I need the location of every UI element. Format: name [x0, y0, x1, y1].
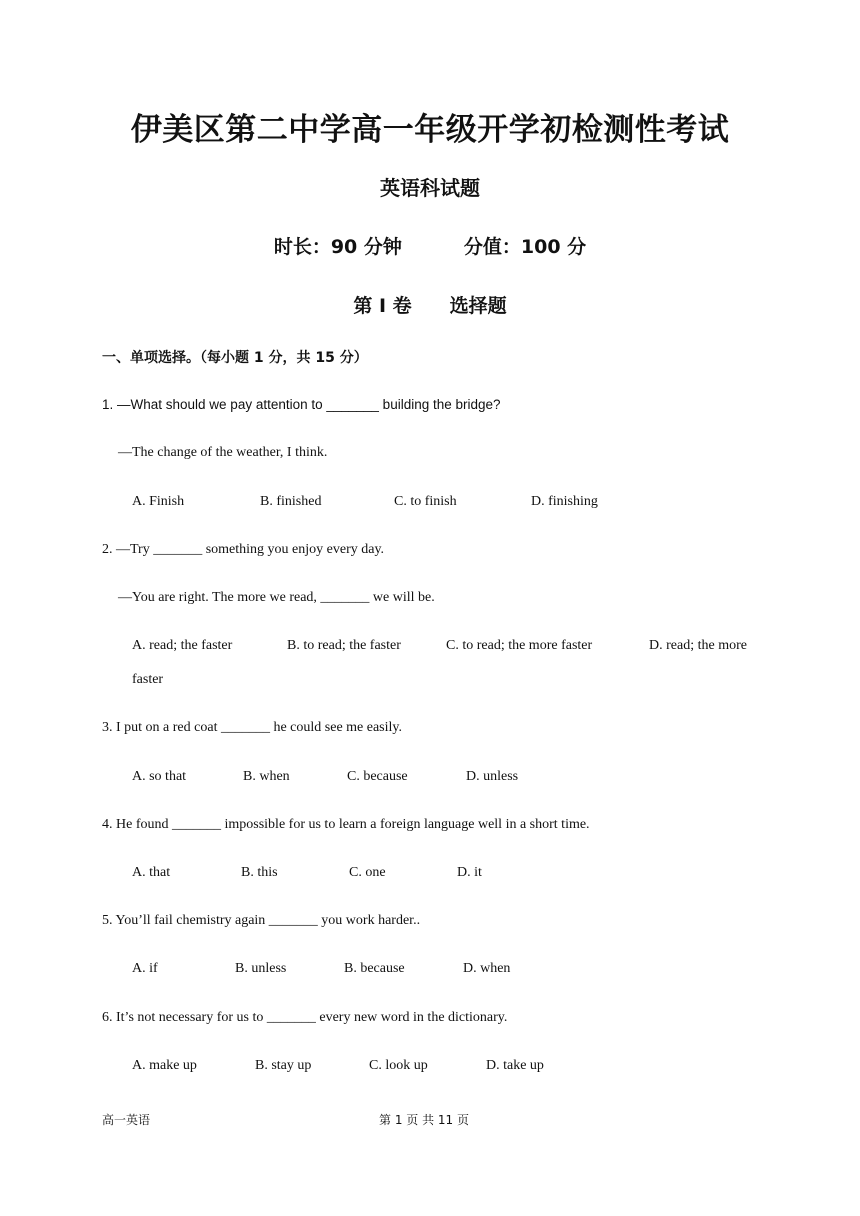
- option-d: D. take up: [486, 1058, 544, 1073]
- exam-score: 分值：100 分: [463, 236, 587, 258]
- footer-subject: 高一英语: [102, 1113, 151, 1127]
- option-b: B. finished: [260, 494, 322, 509]
- option-d: D. it: [457, 865, 482, 880]
- exam-meta: [0, 232, 860, 259]
- question-stem: 5. You’ll fail chemistry again _______ you work harder..: [102, 913, 421, 928]
- option-c: C. look up: [369, 1058, 428, 1073]
- option-a: A. so that: [132, 769, 187, 784]
- exam-title: 伊美区第二中学高一年级开学初检测性考试: [130, 112, 730, 148]
- option-b: B. to read; the faster: [287, 638, 401, 653]
- option-c: C. to finish: [394, 494, 457, 509]
- option-b: B. when: [243, 769, 290, 784]
- option-a: A. Finish: [132, 494, 185, 509]
- option-c: C. to read; the more faster: [446, 638, 593, 653]
- question-stem: 4. He found _______ impossible for us to learn a foreign language well in a short time.: [102, 817, 590, 832]
- exam-subtitle: 英语科试题: [380, 176, 480, 200]
- question-stem: 6. It’s not necessary for us to _______ every new word in the dictionary.: [102, 1010, 508, 1025]
- option-a: A. read; the faster: [132, 638, 233, 653]
- option-b: B. unless: [235, 961, 287, 976]
- option-d: D. read; the more: [649, 638, 747, 653]
- option-d: D. when: [463, 961, 511, 976]
- option-d: D. unless: [466, 769, 519, 784]
- exam-duration: 时长：90 分钟: [273, 236, 402, 258]
- question-reply: —You are right. The more we read, _______ we will be.: [118, 590, 435, 605]
- option-c: B. because: [344, 961, 405, 976]
- question-stem: 3. I put on a red coat _______ he could see me easily.: [102, 720, 403, 735]
- section-title: 一、单项选择。（每小题 1 分，共 15 分）: [102, 350, 368, 366]
- volume-type: 选择题: [449, 295, 507, 317]
- volume-heading: [0, 291, 860, 318]
- option-a: A. that: [132, 865, 171, 880]
- option-d: D. finishing: [531, 494, 598, 509]
- footer-page-number: 第 1 页 共 11 页: [379, 1113, 469, 1127]
- option-a: A. make up: [132, 1058, 197, 1073]
- question-stem: 1. —What should we pay attention to _______ building the bridge?: [102, 397, 501, 412]
- question-stem: 2. —Try _______ something you enjoy every day.: [102, 542, 385, 557]
- volume-number: 第 I 卷: [353, 295, 412, 317]
- option-a: A. if: [132, 961, 158, 976]
- option-c: C. one: [349, 865, 386, 880]
- question-reply: —The change of the weather, I think.: [118, 445, 328, 460]
- option-b: B. stay up: [255, 1058, 312, 1073]
- option-wrap: faster: [132, 672, 164, 687]
- option-b: B. this: [241, 865, 278, 880]
- option-c: C. because: [347, 769, 408, 784]
